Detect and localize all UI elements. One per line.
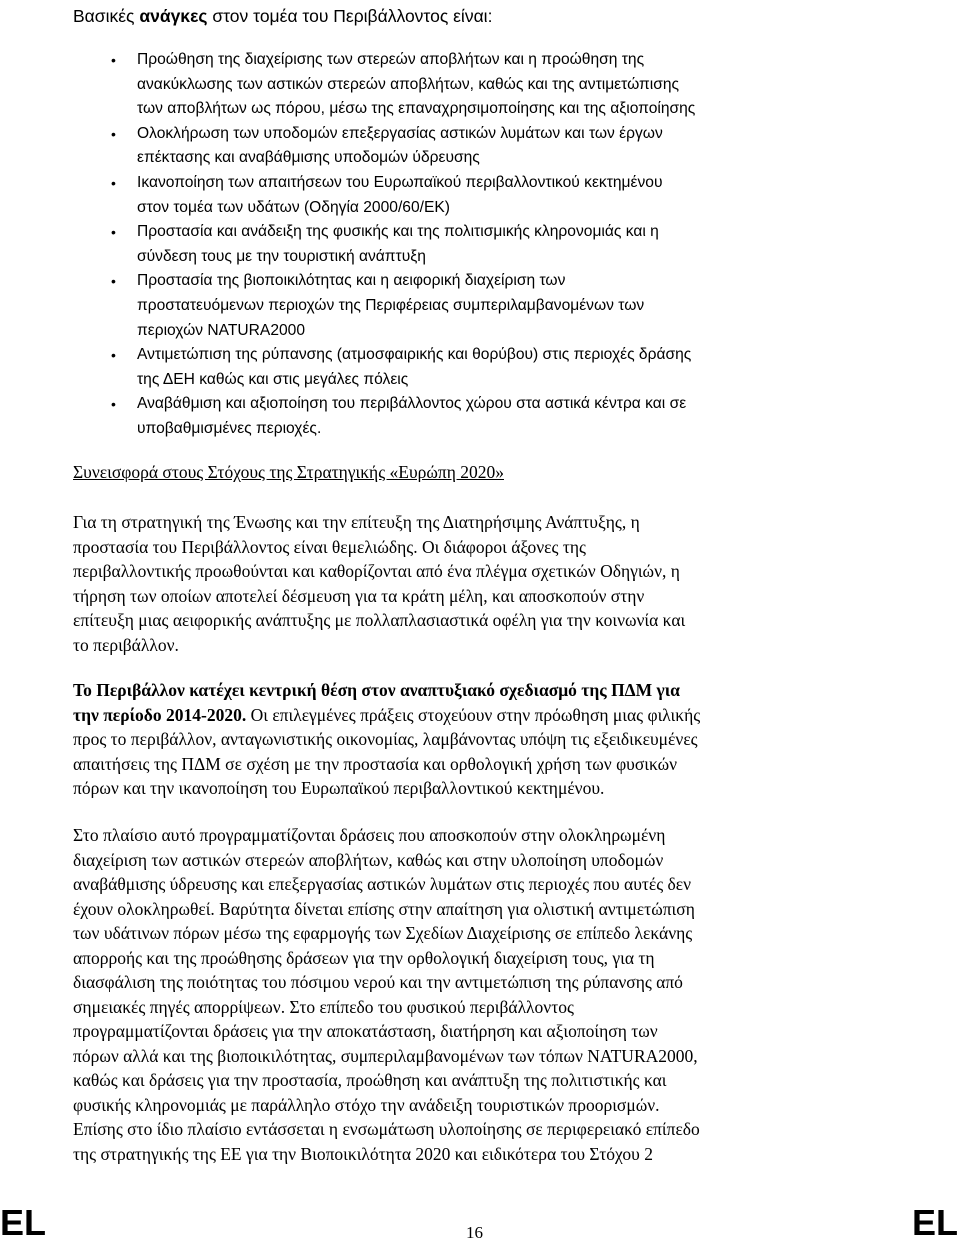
intro-before: Βασικές [73,6,140,26]
paragraph-sustainable-development [73,510,833,657]
needs-list-item [73,48,833,122]
paragraph-lead-rest: Οι επιλεγμένες πράξεις στοχεύουν στην πρόωθηση μιας φιλικής [246,704,701,725]
paragraph-line: απαιτήσεις της ΠΔΜ σε σχέση με την προστασία και ορθολογική χρήση των φυσικών [73,753,678,774]
paragraph-line: προς το περιβάλλον, ανταγωνιστικής οικονομίας, λαμβάνοντας υπόψη τις εξειδικευμένες [73,729,698,749]
paragraph-line: πόρων αλλά και της βιοποικιλότητας, συμπεριλαμβανομένων των τόπων NATURA2000, [73,1045,698,1066]
needs-list-item [73,171,833,220]
paragraph-line: προγραμματίζονται δράσεις για την αποκατάσταση, διατήρηση και αξιοποίηση των [73,1021,658,1041]
paragraph-line: τήρηση των οποίων αποτελεί δέσμευση για τα κράτη μέλη, και αποσκοπούν στην [73,585,645,606]
needs-item-line: Αναβάθμιση και αξιοποίηση του περιβάλλοντος χώρου στα αστικά κέντρα και σε [137,395,687,413]
paragraph-line: αναβάθμισης ύδρευσης και επεξεργασίας αστικών λυμάτων στις περιοχές που αυτές δεν [73,874,692,894]
section-title: Συνεισφορά στους Στόχους της Στρατηγικής «Ευρώπη 2020» [73,462,504,482]
paragraph-line: επίτευξη μιας αειφορικής ανάπτυξης με πολλαπλασιαστικά οφέλη για την κοινωνία και [73,610,686,630]
bullet-dot-icon: • [111,125,116,142]
intro-after: στον τομέα του Περιβάλλοντος είναι: [207,6,493,26]
intro-heading [73,4,492,28]
needs-item-line: επέκτασης και αναβάθμισης υποδομών ύδρευσης [137,149,480,167]
paragraph-line: Επίσης στο ίδιο πλαίσιο εντάσσεται η ενσωμάτωση υλοποίησης σε περιφερειακό επίπεδο [73,1119,700,1139]
paragraph-line: καθώς και δράσεις για την προστασία, προώθηση και ανάπτυξη της πολιτιστικής και [73,1070,667,1090]
needs-item-line: προστατευόμενων περιοχών της Περιφέρειας συμπεριλαμβανομένων των [137,296,645,314]
bullet-dot-icon: • [111,347,116,364]
needs-item-line: Αντιμετώπιση της ρύπανσης (ατμοσφαιρικής και θορύβου) στις περιοχές δράσης [137,346,692,364]
paragraph-line: διαχείριση των αστικών στερεών αποβλήτων, καθώς και στην υλοποίηση υποδομών [73,849,664,870]
paragraph-rest [73,729,698,798]
paragraph-line: Στο πλαίσιο αυτό προγραμματίζονται δράσεις που αποσκοπούν στην ολοκληρωμένη [73,825,666,845]
needs-item-line: Ικανοποίηση των απαιτήσεων του Ευρωπαϊκού περιβαλλοντικού κεκτημένου [137,173,663,191]
paragraph-line: το περιβάλλον. [73,634,179,655]
bullet-dot-icon: • [111,52,116,68]
bullet-dot-icon: • [111,224,116,241]
intro-bold: ανάγκες [139,6,208,26]
paragraph-line: φυσικής κληρονομιάς με παράλληλο στόχο την ανάδειξη τουριστικών προορισμών. [73,1094,660,1115]
paragraph-planned-actions [73,823,833,1166]
needs-item-line: ανακύκλωσης των αστικών στερεών αποβλήτων, καθώς και της αντιμετώπισης [137,75,680,93]
paragraph-line: προστασία του Περιβάλλοντος είναι θεμελιώδης. Οι διάφοροι άξονες της [73,536,586,557]
paragraph-line: της στρατηγικής της ΕΕ για την Βιοποικιλότητα 2020 και ειδικότερα του Στόχου 2 [73,1143,653,1164]
needs-item-line: Προστασία και ανάδειξη της φυσικής και της πολιτισμικής κληρονομιάς και η [137,223,659,241]
footer-lang-left: EL [0,1202,47,1243]
paragraph-line: απορροής και της προώθησης δράσεων για την ορθολογική διαχείριση τους, για τη [73,947,655,968]
needs-item-line: Προστασία της βιοποικιλότητας και η αειφορική διαχείριση των [137,272,566,290]
needs-item-line: σύνδεση τους με την τουριστική ανάπτυξη [137,247,426,265]
bullet-dot-icon: • [111,174,116,191]
needs-list-item [73,392,833,441]
needs-item-line: Προώθηση της διαχείρισης των στερεών αποβλήτων και η προώθηση της [137,51,645,68]
needs-list [73,48,833,442]
paragraph-line: Για τη στρατηγική της Ένωσης και την επίτευξη της Διατηρήσιμης Ανάπτυξης, η [73,512,640,532]
needs-item-line: περιοχών NATURA2000 [137,321,306,339]
page-number: 16 [466,1223,483,1242]
needs-item-line: στον τομέα των υδάτων (Οδηγία 2000/60/ΕΚ) [137,198,450,216]
paragraph-line: σημειακές πηγές απορρίψεων. Στο επίπεδο του φυσικού περιβάλλοντος [73,996,574,1017]
paragraph-line: διασφάλιση της ποιότητας του πόσιμου νερού και την αντιμετώπιση της ρύπανσης από [73,972,683,992]
footer-lang-right: EL [911,1202,958,1243]
bullet-dot-icon: • [111,273,116,290]
needs-item-line: Ολοκλήρωση των υποδομών επεξεργασίας αστικών λυμάτων και των έργων [137,124,663,142]
paragraph-line: πόρων και την ικανοποίηση του Ευρωπαϊκού περιβαλλοντικού κεκτημένου. [73,778,605,798]
needs-list-item [73,343,833,392]
paragraph-line: έχουν ολοκληρωθεί. Βαρύτητα δίνεται επίσης στην απαίτηση για ολιστική αντιμετώπιση [73,898,695,919]
paragraph-line: των υδάτινων πόρων μέσω της εφαρμογής των Σχεδίων Διαχείρισης σε επίπεδο λεκάνης [73,923,693,943]
needs-list-item [73,220,833,269]
needs-item-line: της ΔΕΗ καθώς και στις μεγάλες πόλεις [137,370,409,388]
paragraph-bold-line: Το Περιβάλλον κατέχει κεντρική θέση στον αναπτυξιακό σχεδιασμό της ΠΔΜ για [73,680,680,700]
needs-list-item [73,122,833,171]
needs-item-line: υποβαθμισμένες περιοχές. [137,419,322,437]
needs-item-line: των αποβλήτων ως πόρου, μέσω της επαναχρησιμοποίησης και της αξιοποίησης [137,100,696,118]
bullet-dot-icon: • [111,396,116,413]
paragraph-environment-central [73,678,833,801]
paragraph-line: περιβαλλοντικής προωθούνται και καθορίζονται από ένα πλέγμα σχετικών Οδηγιών, η [73,561,680,581]
needs-list-item [73,269,833,343]
paragraph-bold-line: την περίοδο 2014-2020. [73,704,247,725]
